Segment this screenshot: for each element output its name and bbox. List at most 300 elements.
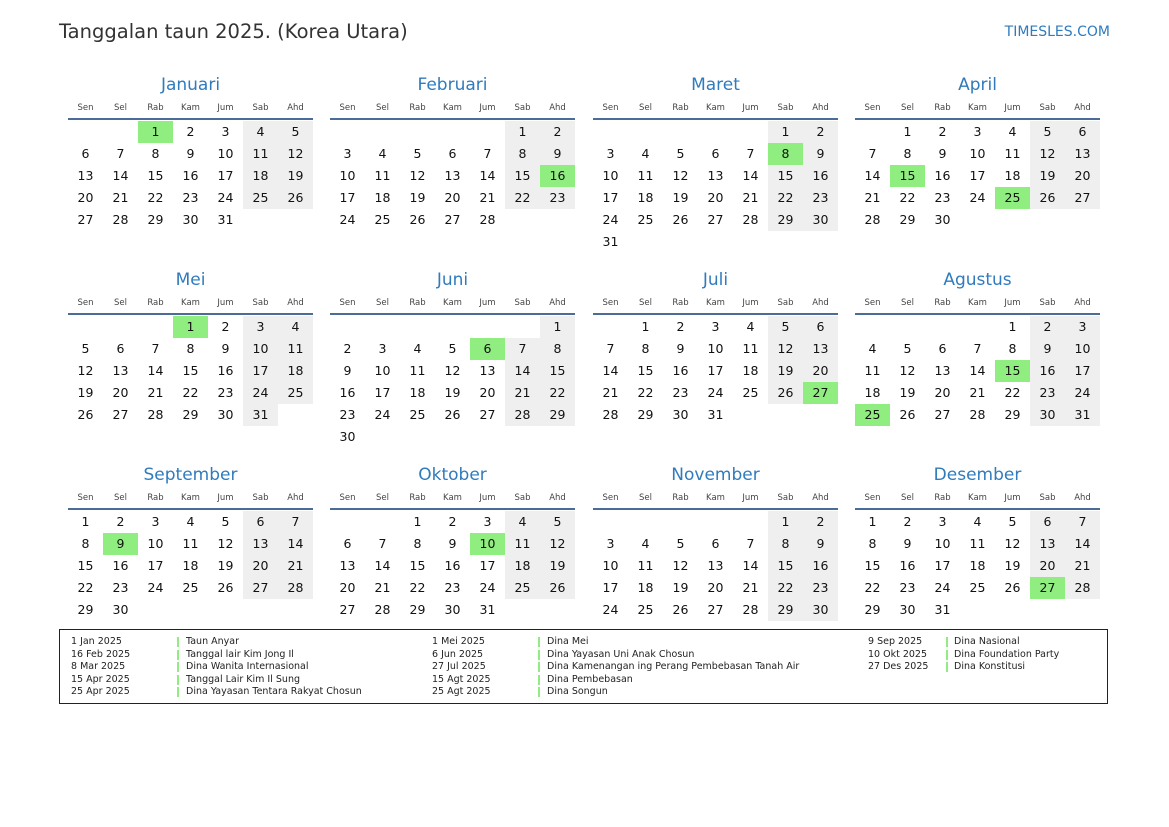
day-cell: 22: [182, 385, 199, 400]
header-rule: [330, 508, 575, 510]
day-cell: 4: [378, 146, 387, 161]
day-cell: 4: [746, 319, 755, 334]
legend-date: 25 Apr 2025: [71, 686, 130, 697]
day-cell: 9: [448, 536, 457, 551]
day-cell: 7: [1065, 511, 1100, 533]
day-cell: 4: [641, 536, 650, 551]
day-cell: 21: [479, 190, 496, 205]
day-cell: 22: [1004, 385, 1021, 400]
weekday-label: Ahd: [549, 298, 566, 308]
day-cell: 26: [77, 407, 94, 422]
day-cell: 24: [1065, 382, 1100, 404]
day-cell: 10: [934, 536, 951, 551]
month-name: April: [958, 75, 997, 95]
day-grid: [855, 511, 1100, 643]
day-cell: 15: [77, 558, 94, 573]
day-cell: 24: [217, 190, 234, 205]
month-name: September: [143, 465, 238, 485]
day-cell: 13: [934, 363, 951, 378]
day-cell: 8: [641, 341, 650, 356]
day-cell: 31: [934, 602, 951, 617]
day-cell: 24: [147, 580, 164, 595]
weekday-label: Ahd: [812, 493, 829, 503]
day-cell: 20: [707, 580, 724, 595]
weekday-header: [593, 493, 838, 505]
weekday-label: Kam: [181, 103, 200, 113]
day-cell: 24: [602, 602, 619, 617]
holiday-cell: 25: [855, 404, 890, 426]
day-cell: 9: [803, 533, 838, 555]
weekday-label: Sel: [639, 298, 652, 308]
day-cell: 14: [1065, 533, 1100, 555]
day-cell: 17: [339, 190, 356, 205]
day-cell: 14: [742, 168, 759, 183]
weekday-label: Sab: [1039, 103, 1056, 113]
day-cell: 15: [540, 360, 575, 382]
weekday-label: Rab: [147, 103, 164, 113]
weekday-label: Rab: [409, 493, 426, 503]
day-cell: 19: [768, 360, 803, 382]
day-cell: 15: [182, 363, 199, 378]
header-rule: [330, 118, 575, 120]
day-cell: 9: [803, 143, 838, 165]
day-cell: 6: [448, 146, 457, 161]
weekday-label: Sen: [602, 103, 619, 113]
legend-row: [71, 661, 401, 674]
day-cell: 1: [540, 316, 575, 338]
day-cell: 21: [1065, 555, 1100, 577]
day-grid: [593, 121, 838, 253]
day-cell: 25: [505, 577, 540, 599]
day-grid: [68, 511, 313, 643]
weekday-label: Sab: [1039, 493, 1056, 503]
day-cell: 31: [707, 407, 724, 422]
weekday-label: Sel: [376, 103, 389, 113]
day-cell: 16: [112, 558, 129, 573]
day-cell: 11: [182, 536, 199, 551]
day-cell: 11: [742, 341, 759, 356]
day-cell: 26: [217, 580, 234, 595]
legend-column: [432, 636, 800, 699]
day-cell: 23: [672, 385, 689, 400]
day-cell: 15: [637, 363, 654, 378]
weekday-label: Kam: [443, 103, 462, 113]
day-cell: 21: [505, 382, 540, 404]
day-cell: 8: [186, 341, 195, 356]
day-cell: 10: [374, 363, 391, 378]
weekday-label: Sel: [901, 103, 914, 113]
weekday-label: Sab: [777, 493, 794, 503]
holiday-cell: 16: [540, 165, 575, 187]
day-cell: 23: [540, 187, 575, 209]
day-cell: 19: [1004, 558, 1021, 573]
day-cell: 8: [903, 146, 912, 161]
day-cell: 23: [112, 580, 129, 595]
day-cell: 30: [1030, 404, 1065, 426]
day-cell: 26: [1030, 187, 1065, 209]
site-link[interactable]: TIMESLES.COM: [1004, 24, 1110, 40]
weekday-label: Rab: [672, 298, 689, 308]
day-cell: 11: [864, 363, 881, 378]
day-cell: 29: [77, 602, 94, 617]
weekday-label: Sel: [901, 493, 914, 503]
weekday-label: Jum: [217, 103, 234, 113]
day-cell: 9: [676, 341, 685, 356]
day-cell: 11: [637, 558, 654, 573]
legend-marker: [538, 637, 540, 647]
day-cell: 15: [147, 168, 164, 183]
day-cell: 24: [243, 382, 278, 404]
day-cell: 28: [742, 212, 759, 227]
legend-date: 8 Mar 2025: [71, 661, 126, 672]
day-grid: [68, 121, 313, 253]
weekday-label: Jum: [742, 493, 759, 503]
legend-marker: [538, 662, 540, 672]
day-cell: 1: [868, 514, 877, 529]
legend-marker: [946, 637, 948, 647]
day-cell: 31: [1065, 404, 1100, 426]
weekday-label: Ahd: [287, 298, 304, 308]
weekday-label: Kam: [968, 103, 987, 113]
day-cell: 17: [374, 385, 391, 400]
holiday-cell: 10: [470, 533, 505, 555]
day-cell: 7: [505, 338, 540, 360]
day-cell: 8: [768, 533, 803, 555]
day-cell: 5: [676, 146, 685, 161]
day-cell: 21: [969, 385, 986, 400]
day-cell: 17: [969, 168, 986, 183]
day-cell: 30: [339, 429, 356, 444]
day-grid: [330, 121, 575, 253]
legend-marker: [177, 637, 179, 647]
day-cell: 12: [217, 536, 234, 551]
day-cell: 25: [182, 580, 199, 595]
holiday-cell: 15: [995, 360, 1030, 382]
legend-date: 1 Jan 2025: [71, 636, 122, 647]
day-cell: 13: [1030, 533, 1065, 555]
day-cell: 14: [278, 533, 313, 555]
day-cell: 2: [676, 319, 685, 334]
day-cell: 24: [339, 212, 356, 227]
weekday-label: Jum: [1004, 298, 1021, 308]
day-cell: 30: [899, 602, 916, 617]
day-grid: [855, 316, 1100, 448]
day-cell: 13: [803, 338, 838, 360]
day-cell: 24: [602, 212, 619, 227]
weekday-label: Sab: [777, 103, 794, 113]
weekday-label: Sab: [252, 493, 269, 503]
day-cell: 24: [707, 385, 724, 400]
month-name: November: [671, 465, 760, 485]
legend-marker: [177, 675, 179, 685]
day-cell: 17: [217, 168, 234, 183]
day-cell: 10: [1065, 338, 1100, 360]
day-cell: 28: [742, 602, 759, 617]
day-cell: 30: [803, 599, 838, 621]
day-cell: 30: [444, 602, 461, 617]
day-cell: 1: [505, 121, 540, 143]
day-cell: 5: [1030, 121, 1065, 143]
weekday-label: Jum: [1004, 103, 1021, 113]
weekday-label: Ahd: [812, 298, 829, 308]
day-cell: 2: [938, 124, 947, 139]
day-cell: 26: [1004, 580, 1021, 595]
holiday-cell: 6: [470, 338, 505, 360]
weekday-header: [855, 493, 1100, 505]
day-cell: 18: [637, 190, 654, 205]
day-cell: 27: [707, 212, 724, 227]
day-cell: 24: [934, 580, 951, 595]
day-cell: 10: [969, 146, 986, 161]
day-cell: 20: [77, 190, 94, 205]
day-cell: 3: [606, 536, 615, 551]
day-cell: 14: [969, 363, 986, 378]
day-cell: 19: [540, 555, 575, 577]
day-cell: 16: [672, 363, 689, 378]
day-cell: 10: [147, 536, 164, 551]
day-cell: 13: [707, 168, 724, 183]
day-cell: 4: [505, 511, 540, 533]
weekday-label: Rab: [409, 298, 426, 308]
day-cell: 7: [868, 146, 877, 161]
day-cell: 1: [1008, 319, 1017, 334]
day-cell: 11: [1004, 146, 1021, 161]
day-cell: 18: [182, 558, 199, 573]
weekday-label: Sab: [514, 103, 531, 113]
weekday-label: Rab: [672, 493, 689, 503]
day-cell: 8: [868, 536, 877, 551]
day-cell: 6: [1065, 121, 1100, 143]
day-cell: 29: [864, 602, 881, 617]
day-cell: 26: [444, 407, 461, 422]
weekday-label: Kam: [443, 298, 462, 308]
weekday-label: Rab: [409, 103, 426, 113]
month-name: Oktober: [418, 465, 487, 485]
weekday-label: Sel: [639, 493, 652, 503]
day-cell: 29: [899, 212, 916, 227]
day-cell: 31: [602, 234, 619, 249]
day-grid: [593, 316, 838, 448]
day-cell: 26: [672, 212, 689, 227]
day-cell: 12: [540, 533, 575, 555]
weekday-label: Ahd: [1074, 493, 1091, 503]
day-cell: 13: [444, 168, 461, 183]
day-cell: 2: [803, 121, 838, 143]
day-cell: 15: [768, 165, 803, 187]
day-cell: 17: [147, 558, 164, 573]
legend-row: [868, 649, 1169, 662]
day-cell: 19: [278, 165, 313, 187]
day-cell: 22: [864, 580, 881, 595]
day-cell: 17: [602, 190, 619, 205]
day-cell: 12: [672, 168, 689, 183]
day-cell: 5: [81, 341, 90, 356]
header-rule: [68, 508, 313, 510]
day-cell: 3: [606, 146, 615, 161]
day-grid: [330, 511, 575, 643]
legend-row: [432, 674, 762, 687]
weekday-label: Kam: [968, 298, 987, 308]
day-cell: 16: [217, 363, 234, 378]
day-cell: 19: [672, 580, 689, 595]
weekday-label: Kam: [443, 493, 462, 503]
weekday-label: Rab: [147, 493, 164, 503]
month-name: Februari: [417, 75, 488, 95]
legend-column: [868, 636, 1169, 674]
day-cell: 19: [672, 190, 689, 205]
day-cell: 17: [243, 360, 278, 382]
day-cell: 3: [711, 319, 720, 334]
day-cell: 5: [768, 316, 803, 338]
day-cell: 22: [768, 577, 803, 599]
day-cell: 7: [483, 146, 492, 161]
day-cell: 27: [1065, 187, 1100, 209]
day-cell: 9: [903, 536, 912, 551]
day-cell: 12: [278, 143, 313, 165]
legend-date: 16 Feb 2025: [71, 648, 131, 660]
weekday-label: Jum: [742, 298, 759, 308]
day-cell: 19: [217, 558, 234, 573]
day-cell: 22: [899, 190, 916, 205]
weekday-header: [68, 298, 313, 310]
day-cell: 1: [768, 511, 803, 533]
day-cell: 20: [1030, 555, 1065, 577]
day-cell: 18: [637, 580, 654, 595]
weekday-label: Sen: [864, 103, 881, 113]
day-cell: 21: [112, 190, 129, 205]
legend-marker: [538, 650, 540, 660]
day-cell: 26: [278, 187, 313, 209]
day-cell: 8: [413, 536, 422, 551]
day-cell: 19: [409, 190, 426, 205]
legend-row: [868, 636, 1169, 649]
weekday-label: Sen: [77, 493, 94, 503]
month-name: Agustus: [943, 270, 1012, 290]
day-cell: 11: [969, 536, 986, 551]
legend-marker: [177, 650, 179, 660]
day-cell: 9: [186, 146, 195, 161]
holiday-cell: 27: [1030, 577, 1065, 599]
day-cell: 4: [641, 146, 650, 161]
day-grid: [68, 316, 313, 448]
day-cell: 7: [973, 341, 982, 356]
header-rule: [330, 313, 575, 315]
holiday-cell: 1: [173, 316, 208, 338]
day-cell: 20: [339, 580, 356, 595]
day-cell: 8: [1008, 341, 1017, 356]
legend-row: [868, 661, 1169, 674]
day-cell: 3: [973, 124, 982, 139]
day-cell: 2: [116, 514, 125, 529]
weekday-label: Rab: [672, 103, 689, 113]
day-cell: 4: [243, 121, 278, 143]
day-cell: 2: [903, 514, 912, 529]
weekday-label: Sen: [339, 103, 356, 113]
weekday-label: Kam: [706, 493, 725, 503]
weekday-header: [68, 103, 313, 115]
month-name: Juli: [702, 270, 729, 290]
day-cell: 26: [672, 602, 689, 617]
day-cell: 10: [707, 341, 724, 356]
day-cell: 30: [803, 209, 838, 231]
header-rule: [593, 313, 838, 315]
day-cell: 3: [378, 341, 387, 356]
day-cell: 17: [934, 558, 951, 573]
day-cell: 18: [409, 385, 426, 400]
legend-name: Tanggal Lair Kim Il Sung: [186, 673, 300, 685]
day-cell: 17: [602, 580, 619, 595]
weekday-label: Kam: [968, 493, 987, 503]
legend-name: Dina Nasional: [954, 636, 1020, 647]
weekday-label: Rab: [934, 103, 951, 113]
day-cell: 12: [1004, 536, 1021, 551]
weekday-label: Sab: [514, 493, 531, 503]
weekday-label: Ahd: [287, 103, 304, 113]
weekday-label: Sab: [252, 103, 269, 113]
day-cell: 22: [147, 190, 164, 205]
weekday-label: Sel: [639, 103, 652, 113]
legend-name: Taun Anyar: [186, 636, 239, 647]
day-cell: 7: [278, 511, 313, 533]
day-cell: 13: [77, 168, 94, 183]
day-cell: 12: [768, 338, 803, 360]
day-cell: 31: [217, 212, 234, 227]
day-cell: 23: [182, 190, 199, 205]
day-cell: 27: [77, 212, 94, 227]
day-cell: 28: [602, 407, 619, 422]
header-rule: [855, 508, 1100, 510]
legend-column: [71, 636, 401, 699]
weekday-label: Jum: [1004, 493, 1021, 503]
day-cell: 2: [803, 511, 838, 533]
day-cell: 26: [409, 212, 426, 227]
day-cell: 29: [768, 599, 803, 621]
legend-marker: [177, 687, 179, 697]
day-cell: 19: [444, 385, 461, 400]
day-cell: 30: [934, 212, 951, 227]
day-cell: 11: [243, 143, 278, 165]
day-cell: 22: [768, 187, 803, 209]
day-cell: 1: [903, 124, 912, 139]
day-cell: 23: [444, 580, 461, 595]
legend-row: [71, 636, 401, 649]
month-name: Januari: [160, 75, 221, 95]
legend-row: [432, 636, 762, 649]
day-cell: 27: [479, 407, 496, 422]
day-cell: 25: [243, 187, 278, 209]
header-rule: [855, 118, 1100, 120]
weekday-label: Sab: [1039, 298, 1056, 308]
day-cell: 29: [1004, 407, 1021, 422]
legend-row: [432, 649, 762, 662]
day-cell: 23: [934, 190, 951, 205]
day-cell: 19: [77, 385, 94, 400]
day-cell: 8: [81, 536, 90, 551]
day-cell: 22: [77, 580, 94, 595]
day-cell: 4: [413, 341, 422, 356]
day-cell: 6: [81, 146, 90, 161]
day-cell: 18: [505, 555, 540, 577]
day-cell: 29: [182, 407, 199, 422]
header-rule: [68, 118, 313, 120]
legend-date: 6 Jun 2025: [432, 648, 484, 660]
legend-date: 10 Okt 2025: [868, 648, 928, 660]
day-cell: 1: [641, 319, 650, 334]
day-cell: 2: [1030, 316, 1065, 338]
day-cell: 21: [742, 580, 759, 595]
legend-name: Dina Kamenangan ing Perang Pembebasan Tanah Air: [547, 661, 800, 672]
day-cell: 14: [602, 363, 619, 378]
